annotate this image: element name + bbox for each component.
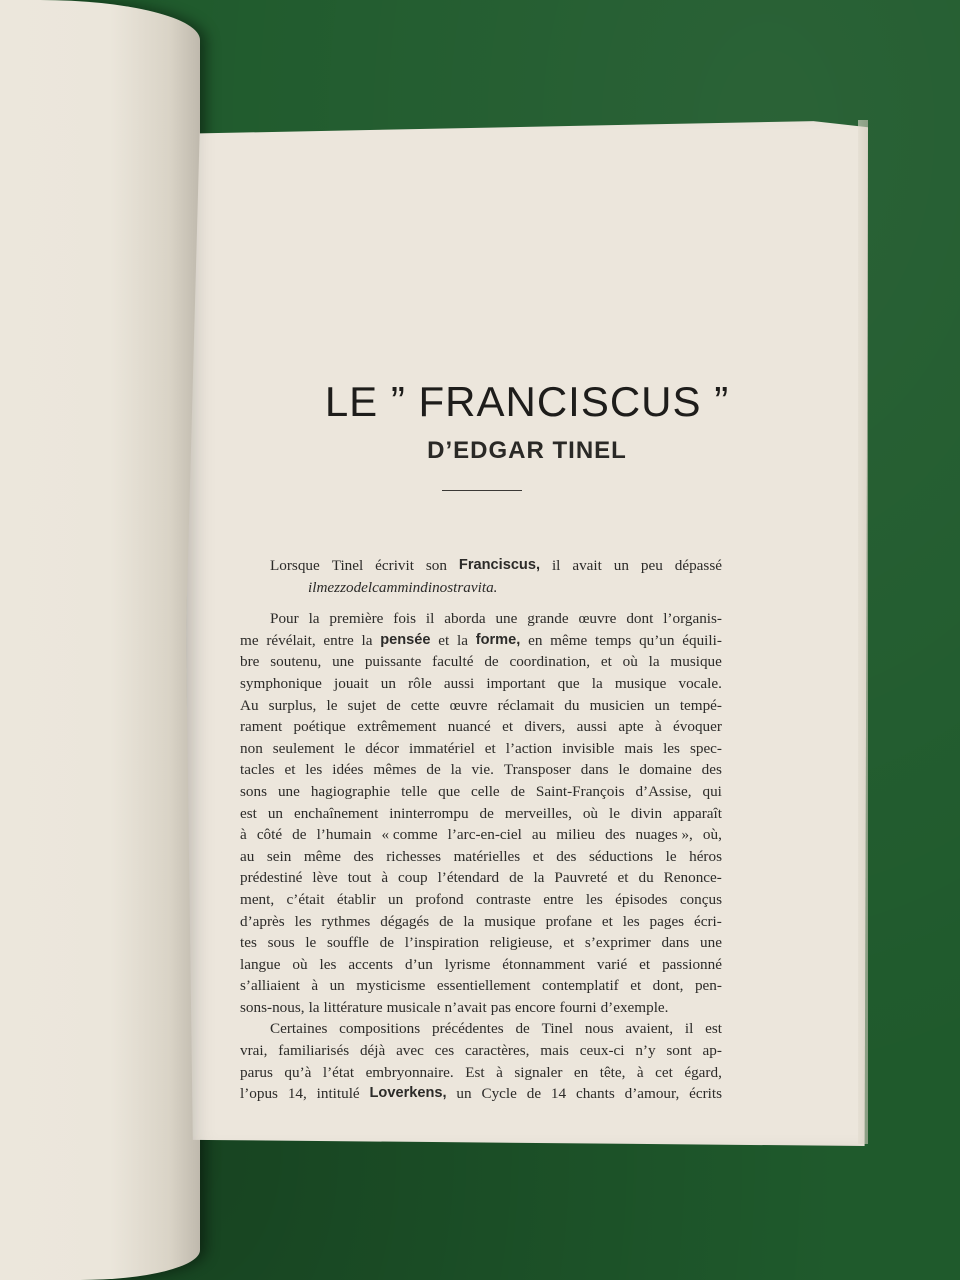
word: des bbox=[353, 847, 374, 865]
paragraph-gap bbox=[240, 598, 722, 608]
word: Tinel bbox=[331, 557, 364, 574]
word: qu’à bbox=[284, 1063, 312, 1081]
word: du bbox=[564, 696, 580, 714]
word: essentiellement bbox=[436, 977, 531, 995]
word: profond bbox=[415, 890, 464, 908]
text-line bbox=[240, 1018, 722, 1040]
text-line bbox=[240, 867, 722, 889]
word: que bbox=[438, 782, 461, 800]
word: et bbox=[639, 955, 651, 973]
word: important bbox=[486, 674, 546, 692]
text-line bbox=[240, 651, 722, 673]
word: dégagés bbox=[380, 912, 430, 930]
word: et bbox=[438, 631, 450, 649]
word: pas bbox=[490, 998, 511, 1016]
text-line bbox=[240, 577, 722, 599]
word: rament bbox=[240, 718, 283, 736]
text-line bbox=[240, 759, 722, 781]
word: tout bbox=[347, 869, 372, 887]
word: un bbox=[267, 804, 284, 822]
word: Lorsque bbox=[270, 557, 320, 574]
word: de bbox=[515, 1020, 530, 1038]
word: est bbox=[240, 804, 257, 822]
word: et bbox=[284, 761, 296, 779]
word: l’humain bbox=[316, 826, 372, 844]
word: chants bbox=[575, 1085, 615, 1103]
word: enchaînement bbox=[293, 804, 379, 822]
word: accents bbox=[348, 955, 394, 973]
word: musique bbox=[484, 912, 536, 930]
word: de bbox=[484, 653, 499, 671]
word: peu bbox=[640, 557, 663, 574]
text-line bbox=[240, 975, 722, 997]
word: dont, bbox=[652, 977, 684, 995]
word: symphonique bbox=[240, 674, 322, 692]
word: étonnamment bbox=[502, 955, 585, 973]
word: dont bbox=[626, 610, 654, 628]
word: des bbox=[556, 847, 577, 865]
word: l’opus bbox=[240, 1085, 278, 1103]
word: qui bbox=[702, 782, 722, 800]
word: ment, bbox=[240, 890, 275, 908]
word: surplus, bbox=[268, 696, 317, 714]
word: l’inspiration bbox=[404, 934, 479, 952]
word: pages bbox=[649, 912, 685, 930]
word: apparaît bbox=[673, 804, 722, 822]
word: vrai, bbox=[240, 1042, 268, 1060]
word: l’arc-en-ciel bbox=[447, 826, 522, 844]
word: contemplatif bbox=[541, 977, 619, 995]
word: musicale bbox=[386, 998, 441, 1016]
word: à bbox=[240, 826, 247, 844]
word: de bbox=[439, 912, 454, 930]
word: de bbox=[386, 696, 401, 714]
title-rule bbox=[442, 490, 522, 491]
chapter-subtitle: D’EDGAR TINEL bbox=[427, 437, 627, 464]
word: œuvre bbox=[449, 696, 488, 714]
word: Est bbox=[465, 1063, 485, 1081]
word: me bbox=[240, 631, 259, 649]
word: de bbox=[379, 934, 394, 952]
word: où bbox=[582, 804, 599, 822]
word: vocale. bbox=[678, 674, 722, 692]
word: les bbox=[319, 955, 337, 973]
word: cette bbox=[410, 696, 440, 714]
page-edge bbox=[858, 120, 868, 1144]
word: familiarisés bbox=[278, 1042, 350, 1060]
word: le bbox=[608, 804, 620, 822]
word: aussi bbox=[443, 674, 475, 692]
word: un bbox=[329, 977, 345, 995]
text-line bbox=[240, 738, 722, 760]
word: vita. bbox=[470, 578, 498, 596]
bold-word: Loverkens, bbox=[369, 1085, 447, 1102]
word: en bbox=[528, 631, 543, 649]
word: aborda bbox=[444, 610, 486, 628]
word: est bbox=[705, 1020, 722, 1038]
word: sons-nous, bbox=[240, 998, 305, 1016]
word: un bbox=[380, 674, 396, 692]
word: la bbox=[648, 653, 660, 671]
word: la bbox=[591, 674, 603, 692]
word: la bbox=[361, 631, 373, 649]
word: héros bbox=[689, 847, 722, 865]
word: puissante bbox=[364, 653, 422, 671]
word: la bbox=[308, 998, 320, 1016]
text-line bbox=[240, 695, 722, 717]
word: équili- bbox=[682, 631, 722, 649]
word: apte bbox=[618, 718, 644, 736]
text-line bbox=[240, 932, 722, 954]
text-line bbox=[240, 555, 722, 577]
word: fourni bbox=[559, 998, 597, 1016]
text-line bbox=[240, 954, 722, 976]
word: déjà bbox=[359, 1042, 386, 1060]
word: avec bbox=[396, 1042, 424, 1060]
word: les bbox=[305, 761, 323, 779]
word: Cycle bbox=[481, 1085, 517, 1103]
word: les bbox=[294, 912, 312, 930]
word: intitulé bbox=[316, 1085, 360, 1103]
word: compositions bbox=[339, 1020, 421, 1038]
word: lève bbox=[312, 869, 338, 887]
word: 14, bbox=[287, 1085, 307, 1103]
word: séductions bbox=[588, 847, 654, 865]
word: littérature bbox=[323, 998, 383, 1016]
word: la bbox=[457, 631, 468, 649]
word: à bbox=[381, 869, 389, 887]
word: et bbox=[630, 977, 642, 995]
word: coup bbox=[398, 869, 428, 887]
word: précédentes bbox=[431, 1020, 504, 1038]
word: entre bbox=[543, 890, 574, 908]
word: passionné bbox=[662, 955, 722, 973]
word: poétique bbox=[293, 718, 346, 736]
word: le bbox=[326, 696, 338, 714]
word: bre bbox=[240, 653, 260, 671]
word: musique bbox=[670, 653, 722, 671]
word: s’alliaient bbox=[240, 977, 300, 995]
bold-word: Franciscus, bbox=[458, 557, 541, 573]
word: décor bbox=[365, 739, 400, 757]
word: où, bbox=[702, 826, 722, 844]
word: et bbox=[617, 869, 629, 887]
word: le bbox=[665, 847, 677, 865]
word: Pour bbox=[270, 610, 299, 628]
word: l’étendard bbox=[437, 869, 500, 887]
word: dépassé bbox=[674, 557, 722, 574]
word: même bbox=[550, 631, 588, 649]
word: à bbox=[654, 718, 662, 736]
word: et bbox=[563, 934, 575, 952]
text-line bbox=[240, 997, 722, 1019]
word: à bbox=[311, 977, 319, 995]
word: aussi bbox=[576, 718, 607, 736]
word: il bbox=[551, 557, 561, 574]
word: mezzo bbox=[316, 578, 354, 596]
word: le bbox=[618, 761, 630, 779]
word: une bbox=[700, 934, 722, 952]
word: Au bbox=[240, 696, 259, 714]
word: et bbox=[600, 653, 612, 671]
word: il bbox=[308, 578, 317, 596]
word: 14 bbox=[550, 1085, 567, 1103]
word: avait bbox=[572, 557, 602, 574]
word: domaine bbox=[639, 761, 692, 779]
word: del bbox=[353, 578, 373, 596]
text-line bbox=[240, 1083, 722, 1105]
word: de bbox=[292, 826, 307, 844]
word: faculté bbox=[432, 653, 474, 671]
word: soutenu, bbox=[270, 653, 322, 671]
word: un bbox=[388, 890, 404, 908]
word: écri- bbox=[694, 912, 722, 930]
word: réclamait bbox=[497, 696, 555, 714]
word: grande bbox=[527, 610, 569, 628]
word: qu’un bbox=[639, 631, 675, 649]
word: il bbox=[684, 1020, 694, 1038]
word: son bbox=[425, 557, 447, 574]
word: à bbox=[496, 1063, 503, 1081]
word: caractères, bbox=[464, 1042, 530, 1060]
word: fois bbox=[393, 610, 417, 628]
word: Transposer bbox=[503, 761, 571, 779]
word: entre bbox=[323, 631, 354, 649]
word: idées bbox=[332, 761, 364, 779]
word: matérielles bbox=[453, 847, 521, 865]
word: où bbox=[622, 653, 638, 671]
text-line bbox=[240, 846, 722, 868]
word: musique bbox=[614, 674, 667, 692]
word: Renonce- bbox=[663, 869, 722, 887]
word: souffle bbox=[327, 934, 369, 952]
word: rythmes bbox=[321, 912, 371, 930]
word: Tinel bbox=[541, 1020, 574, 1038]
word: cammin bbox=[372, 578, 421, 596]
word: sujet bbox=[347, 696, 377, 714]
word: l’état bbox=[322, 1063, 355, 1081]
word: les bbox=[585, 890, 603, 908]
word: d’exemple. bbox=[600, 998, 669, 1016]
word: spec- bbox=[689, 739, 722, 757]
word: d’après bbox=[240, 912, 285, 930]
word: tempé- bbox=[679, 696, 722, 714]
text-line bbox=[240, 911, 722, 933]
word: religieuse, bbox=[489, 934, 553, 952]
word: sont bbox=[666, 1042, 692, 1060]
word: dans bbox=[661, 934, 690, 952]
word: profane bbox=[545, 912, 592, 930]
word: hagiographie bbox=[310, 782, 391, 800]
word: en bbox=[573, 1063, 589, 1081]
word: vie. bbox=[471, 761, 494, 779]
word: invisible bbox=[562, 739, 615, 757]
word: établir bbox=[336, 890, 376, 908]
word: première bbox=[329, 610, 384, 628]
word: nostra bbox=[432, 578, 471, 596]
word: temps bbox=[595, 631, 632, 649]
word: les bbox=[622, 912, 640, 930]
word: seulement bbox=[272, 739, 335, 757]
word: richesses bbox=[386, 847, 442, 865]
word: jouait bbox=[334, 674, 369, 692]
word: la bbox=[308, 610, 320, 628]
bold-word: pensée bbox=[380, 631, 431, 648]
word: prédestiné bbox=[240, 869, 303, 887]
word: contraste bbox=[476, 890, 531, 908]
word: au bbox=[531, 826, 547, 844]
word: écrivit bbox=[375, 557, 414, 574]
word: embryonnaire. bbox=[365, 1063, 454, 1081]
word: des bbox=[605, 826, 626, 844]
word: un bbox=[654, 696, 670, 714]
word: la bbox=[463, 912, 475, 930]
word: rôle bbox=[408, 674, 432, 692]
word: c’était bbox=[286, 890, 325, 908]
body-text bbox=[240, 555, 722, 1105]
text-line bbox=[240, 608, 722, 630]
word: parus bbox=[240, 1063, 273, 1081]
word: mais bbox=[624, 739, 654, 757]
word: divin bbox=[630, 804, 663, 822]
word: des bbox=[701, 761, 722, 779]
word: langue bbox=[240, 955, 281, 973]
word: tes bbox=[240, 934, 257, 952]
left-page-curl bbox=[0, 0, 200, 1280]
word: une bbox=[495, 610, 518, 628]
word: nous bbox=[584, 1020, 614, 1038]
word: musicien bbox=[589, 696, 645, 714]
word: conçus bbox=[679, 890, 722, 908]
word: du bbox=[638, 869, 654, 887]
word: de bbox=[526, 1085, 542, 1103]
word: dans bbox=[580, 761, 609, 779]
text-line bbox=[240, 1040, 722, 1062]
word: ceux-ci bbox=[579, 1042, 625, 1060]
word: de bbox=[479, 804, 494, 822]
word: immatériel bbox=[409, 739, 475, 757]
text-line bbox=[240, 781, 722, 803]
word: non bbox=[240, 739, 263, 757]
word: signaler bbox=[514, 1063, 563, 1081]
text-line bbox=[240, 1062, 722, 1084]
text-line bbox=[240, 824, 722, 846]
word: « comme bbox=[381, 826, 438, 844]
word: ap- bbox=[702, 1042, 722, 1060]
word: mais bbox=[540, 1042, 569, 1060]
word: Certaines bbox=[270, 1020, 328, 1038]
word: tacles bbox=[240, 761, 275, 779]
word: telle bbox=[401, 782, 428, 800]
word: un bbox=[456, 1085, 472, 1103]
word: de bbox=[426, 761, 441, 779]
word: écrits bbox=[689, 1085, 722, 1103]
word: et bbox=[502, 718, 514, 736]
word: merveilles, bbox=[504, 804, 572, 822]
word: sons bbox=[240, 782, 268, 800]
word: avaient, bbox=[625, 1020, 674, 1038]
word: nuages », bbox=[635, 826, 693, 844]
word: d’amour, bbox=[624, 1085, 680, 1103]
word: extrêmement bbox=[357, 718, 437, 736]
word: l’organis- bbox=[663, 610, 722, 628]
word: révélait, bbox=[266, 631, 316, 649]
word: œuvre bbox=[578, 610, 617, 628]
word: les bbox=[663, 739, 680, 757]
word: évoquer bbox=[673, 718, 722, 736]
word: cet bbox=[655, 1063, 673, 1081]
word: égard, bbox=[684, 1063, 722, 1081]
word: n’avait bbox=[444, 998, 487, 1016]
word: Pauvreté bbox=[554, 869, 608, 887]
word: la bbox=[533, 869, 545, 887]
bold-word: forme, bbox=[475, 631, 521, 648]
word: sous bbox=[267, 934, 295, 952]
word: s’exprimer bbox=[584, 934, 651, 952]
word: divers, bbox=[524, 718, 566, 736]
word: où bbox=[292, 955, 308, 973]
word: à bbox=[636, 1063, 644, 1081]
word: di bbox=[420, 578, 433, 596]
word: varié bbox=[596, 955, 628, 973]
text-line bbox=[240, 716, 722, 738]
text-line bbox=[240, 803, 722, 825]
word: de bbox=[510, 782, 525, 800]
word: épisodes bbox=[615, 890, 668, 908]
word: au bbox=[240, 847, 255, 865]
word: celle bbox=[471, 782, 500, 800]
chapter-title: LE ” FRANCISCUS ” bbox=[324, 378, 730, 425]
word: pen- bbox=[694, 977, 722, 995]
word: une bbox=[332, 653, 355, 671]
word: côté bbox=[256, 826, 283, 844]
text-line bbox=[240, 630, 722, 652]
word: que bbox=[557, 674, 580, 692]
word: ininterrompu bbox=[389, 804, 469, 822]
text-line bbox=[240, 889, 722, 911]
word: encore bbox=[514, 998, 556, 1016]
word: coordination, bbox=[509, 653, 591, 671]
word: lyrisme bbox=[444, 955, 491, 973]
word: sein bbox=[266, 847, 292, 865]
word: une bbox=[277, 782, 300, 800]
word: tête, bbox=[599, 1063, 626, 1081]
word: nuancé bbox=[447, 718, 491, 736]
word: et bbox=[532, 847, 544, 865]
word: d’Assise, bbox=[635, 782, 692, 800]
word: mêmes bbox=[373, 761, 417, 779]
word: le bbox=[305, 934, 317, 952]
word: d’un bbox=[404, 955, 433, 973]
word: ces bbox=[434, 1042, 455, 1060]
word: n’y bbox=[635, 1042, 656, 1060]
word: Saint-François bbox=[535, 782, 625, 800]
word: l’action bbox=[505, 739, 553, 757]
word: et bbox=[601, 912, 613, 930]
word: un bbox=[613, 557, 629, 574]
word: et bbox=[484, 739, 496, 757]
word: il bbox=[425, 610, 435, 628]
word: milieu bbox=[556, 826, 596, 844]
word: même bbox=[303, 847, 341, 865]
word: de bbox=[509, 869, 524, 887]
word: le bbox=[344, 739, 356, 757]
word: la bbox=[450, 761, 462, 779]
word: mysticisme bbox=[356, 977, 426, 995]
text-line bbox=[240, 673, 722, 695]
